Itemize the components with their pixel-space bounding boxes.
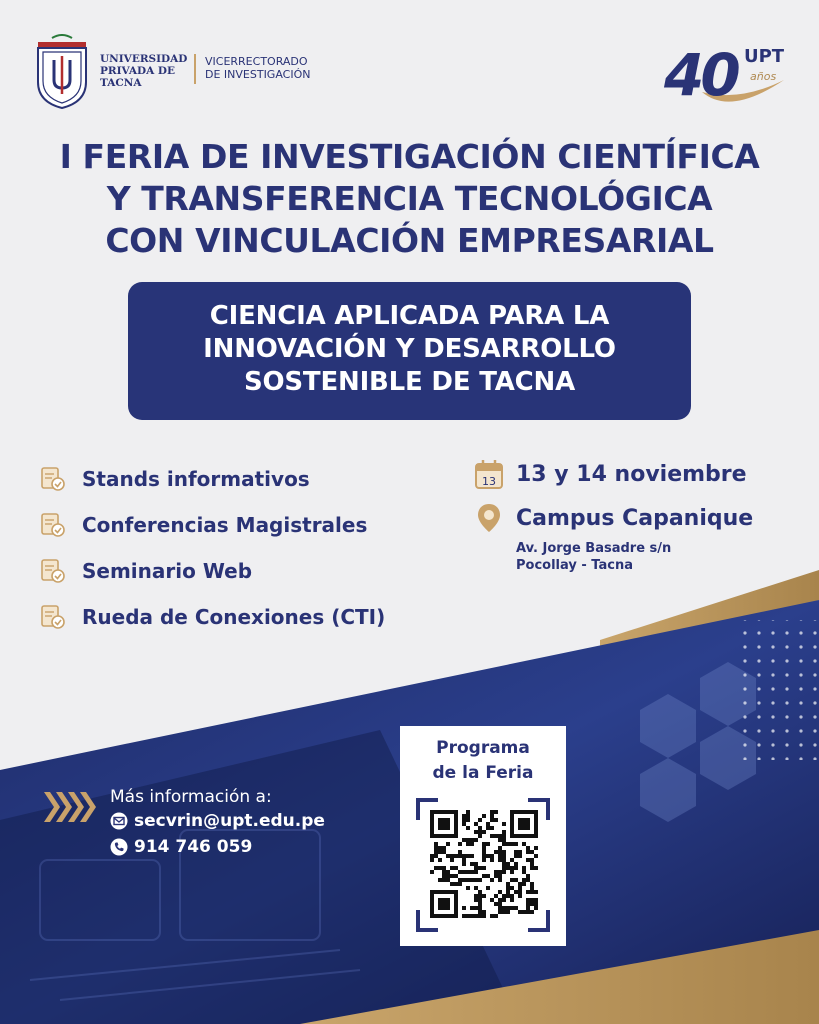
contact-email[interactable]: secvrin@upt.edu.pe xyxy=(134,811,325,831)
event-venue xyxy=(474,500,753,536)
department-name-line: DE INVESTIGACIÓN xyxy=(205,68,311,81)
department-name-line: VICERRECTORADO xyxy=(205,55,308,68)
contact-phone[interactable]: 914 746 059 xyxy=(134,837,253,857)
qr-title-line: Programa xyxy=(436,738,530,758)
list-item xyxy=(40,456,440,502)
university-name xyxy=(100,53,192,89)
university-name-line: TACNA xyxy=(100,77,142,89)
event-theme-line: CIENCIA APLICADA PARA LA xyxy=(209,301,610,331)
anniversary-number: 40 xyxy=(664,41,737,109)
checklist-document-icon xyxy=(40,512,66,538)
anniversary-logo xyxy=(664,42,788,112)
location-pin-icon xyxy=(474,502,504,534)
feature-list xyxy=(40,456,440,640)
event-date xyxy=(474,456,747,492)
event-title-line: CON VINCULACIÓN EMPRESARIAL xyxy=(105,221,714,260)
feature-label: Rueda de Conexiones (CTI) xyxy=(82,605,386,629)
chevrons-right-icon xyxy=(42,790,100,824)
qr-title-line: de la Feria xyxy=(432,763,534,783)
checklist-document-icon xyxy=(40,558,66,584)
event-theme-line: INNOVACIÓN Y DESARROLLO xyxy=(203,334,616,364)
email-icon xyxy=(110,812,128,830)
header-divider xyxy=(194,54,196,84)
feature-label: Seminario Web xyxy=(82,559,253,583)
list-item xyxy=(40,548,440,594)
contact-phone-row[interactable] xyxy=(110,834,325,860)
list-item xyxy=(40,502,440,548)
event-address-line: Av. Jorge Basadre s/n xyxy=(516,541,672,556)
calendar-icon xyxy=(474,458,504,490)
program-qr-card[interactable] xyxy=(400,726,566,946)
event-theme-banner xyxy=(128,282,691,420)
event-date-text: 13 y 14 noviembre xyxy=(516,461,747,487)
list-item xyxy=(40,594,440,640)
university-crest-logo xyxy=(32,34,92,110)
event-theme-line: SOSTENIBLE DE TACNA xyxy=(243,367,576,397)
contact-email-row[interactable] xyxy=(110,808,325,834)
anniversary-brand: UPT xyxy=(744,46,785,67)
event-address xyxy=(516,540,671,574)
department-name xyxy=(205,55,345,81)
university-name-line: PRIVADA DE xyxy=(100,65,176,77)
feature-label: Conferencias Magistrales xyxy=(82,513,368,537)
calendar-day: 13 xyxy=(482,475,496,488)
anniversary-suffix: años xyxy=(750,70,777,83)
university-name-line: UNIVERSIDAD xyxy=(100,53,188,65)
contact-info xyxy=(110,786,325,860)
contact-label: Más información a: xyxy=(110,787,272,807)
event-address-line: Pocollay - Tacna xyxy=(516,558,633,573)
qr-title xyxy=(400,736,566,786)
qr-code-icon[interactable] xyxy=(430,810,538,918)
event-title-line: I FERIA DE INVESTIGACIÓN CIENTÍFICA xyxy=(59,137,760,176)
event-title-line: Y TRANSFERENCIA TECNOLÓGICA xyxy=(106,179,713,218)
checklist-document-icon xyxy=(40,604,66,630)
event-venue-text: Campus Capanique xyxy=(516,505,754,531)
checklist-document-icon xyxy=(40,466,66,492)
feature-label: Stands informativos xyxy=(82,467,310,491)
phone-icon xyxy=(110,838,128,856)
event-title xyxy=(0,136,819,262)
